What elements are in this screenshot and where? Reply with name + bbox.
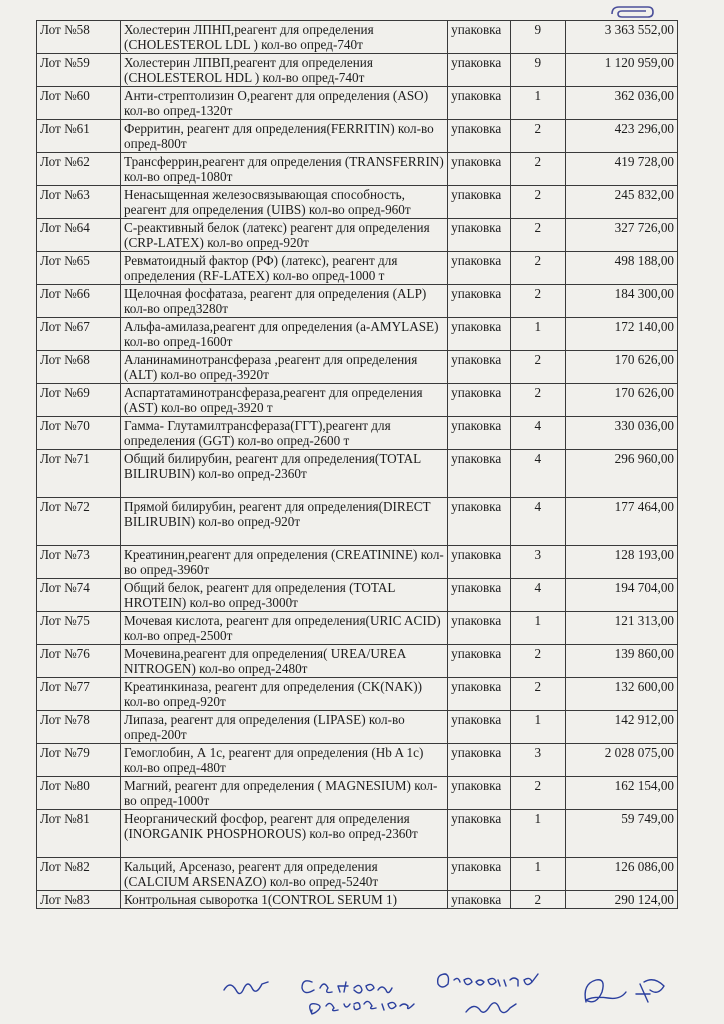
lot-number: Лот №69 xyxy=(37,384,121,417)
price-cell: 423 296,00 xyxy=(565,120,677,153)
table-row xyxy=(37,120,678,153)
lot-number: Лот №63 xyxy=(37,186,121,219)
lot-number: Лот №83 xyxy=(37,891,121,909)
unit-cell: упаковка xyxy=(448,252,511,285)
lot-number: Лот №78 xyxy=(37,711,121,744)
lot-number: Лот №61 xyxy=(37,120,121,153)
lot-number: Лот №73 xyxy=(37,546,121,579)
lot-number: Лот №62 xyxy=(37,153,121,186)
unit-cell: упаковка xyxy=(448,498,511,546)
table-row xyxy=(37,87,678,120)
item-description: Общий билирубин, реагент для определения(TOTAL BILIRUBIN) кол-во опред-2360т xyxy=(121,450,448,498)
item-description: Аспартатаминотрансфераза,реагент для определения (AST) кол-во опред-3920 т xyxy=(121,384,448,417)
price-cell: 132 600,00 xyxy=(565,678,677,711)
lot-number: Лот №79 xyxy=(37,744,121,777)
price-cell: 290 124,00 xyxy=(565,891,677,909)
table-row xyxy=(37,351,678,384)
unit-cell: упаковка xyxy=(448,351,511,384)
price-cell: 184 300,00 xyxy=(565,285,677,318)
item-description: Мочевина,реагент для определения( UREA/UREA NITROGEN) кол-во опред-2480т xyxy=(121,645,448,678)
price-cell: 419 728,00 xyxy=(565,153,677,186)
quantity-cell: 3 xyxy=(510,744,565,777)
quantity-cell: 3 xyxy=(510,546,565,579)
quantity-cell: 4 xyxy=(510,498,565,546)
item-description: С-реактивный белок (латекс) реагент для определения (CRP-LATEX) кол-во опред-920т xyxy=(121,219,448,252)
lot-number: Лот №70 xyxy=(37,417,121,450)
item-description: Аланинаминотрансфераза ,реагент для определения (ALT) кол-во опред-3920т xyxy=(121,351,448,384)
price-cell: 498 188,00 xyxy=(565,252,677,285)
lot-number: Лот №68 xyxy=(37,351,121,384)
price-cell: 330 036,00 xyxy=(565,417,677,450)
lot-number: Лот №58 xyxy=(37,21,121,54)
price-cell: 245 832,00 xyxy=(565,186,677,219)
item-description: Холестерин ЛПВП,реагент для определения (CHOLESTEROL HDL ) кол-во опред-740т xyxy=(121,54,448,87)
table-row xyxy=(37,891,678,909)
table-row xyxy=(37,186,678,219)
price-cell: 327 726,00 xyxy=(565,219,677,252)
price-cell: 177 464,00 xyxy=(565,498,677,546)
table-row xyxy=(37,21,678,54)
price-cell: 59 749,00 xyxy=(565,810,677,858)
quantity-cell: 1 xyxy=(510,711,565,744)
quantity-cell: 2 xyxy=(510,120,565,153)
price-cell: 296 960,00 xyxy=(565,450,677,498)
table-row xyxy=(37,54,678,87)
lot-number: Лот №60 xyxy=(37,87,121,120)
table-row xyxy=(37,612,678,645)
signature-mark xyxy=(585,980,626,1002)
signature-mark xyxy=(224,982,268,994)
price-cell: 142 912,00 xyxy=(565,711,677,744)
quantity-cell: 2 xyxy=(510,891,565,909)
unit-cell: упаковка xyxy=(448,285,511,318)
quantity-cell: 4 xyxy=(510,417,565,450)
price-cell: 128 193,00 xyxy=(565,546,677,579)
item-description: Мочевая кислота, реагент для определения(URIC ACID) кол-во опред-2500т xyxy=(121,612,448,645)
lot-number: Лот №66 xyxy=(37,285,121,318)
item-description: Щелочная фосфатаза, реагент для определения (ALP) кол-во опред3280т xyxy=(121,285,448,318)
table-row xyxy=(37,252,678,285)
unit-cell: упаковка xyxy=(448,612,511,645)
lot-number: Лот №76 xyxy=(37,645,121,678)
lot-number: Лот №72 xyxy=(37,498,121,546)
unit-cell: упаковка xyxy=(448,384,511,417)
item-description: Контрольная сыворотка 1(CONTROL SERUM 1) xyxy=(121,891,448,909)
signature-mark xyxy=(636,980,664,1002)
unit-cell: упаковка xyxy=(448,744,511,777)
table-row xyxy=(37,384,678,417)
table-row xyxy=(37,777,678,810)
unit-cell: упаковка xyxy=(448,87,511,120)
table-row xyxy=(37,579,678,612)
item-description: Гемоглобин, А 1с, реагент для определения (Hb A 1с) кол-во опред-480т xyxy=(121,744,448,777)
item-description: Прямой билирубин, реагент для определения(DIRECT BILIRUBIN) кол-во опред-920т xyxy=(121,498,448,546)
quantity-cell: 2 xyxy=(510,186,565,219)
lot-number: Лот №71 xyxy=(37,450,121,498)
table-row xyxy=(37,645,678,678)
table-row xyxy=(37,678,678,711)
quantity-cell: 2 xyxy=(510,384,565,417)
signature-mark xyxy=(466,1003,516,1013)
signature-mark xyxy=(310,1001,414,1014)
price-cell: 139 860,00 xyxy=(565,645,677,678)
item-description: Магний, реагент для определения ( MAGNESIUM) кол-во опред-1000т xyxy=(121,777,448,810)
lot-number: Лот №74 xyxy=(37,579,121,612)
unit-cell: упаковка xyxy=(448,858,511,891)
item-description: Ревматоидный фактор (РФ) (латекс), реагент для определения (RF-LATEX) кол-во опред-1000 т xyxy=(121,252,448,285)
item-description: Гамма- Глутамилтрансфераза(ГГТ),реагент для определения (GGT) кол-во опред-2600 т xyxy=(121,417,448,450)
table-row xyxy=(37,546,678,579)
item-description: Общий белок, реагент для определения (TOTAL HROTEIN) кол-во опред-3000т xyxy=(121,579,448,612)
price-cell: 126 086,00 xyxy=(565,858,677,891)
item-description: Кальций, Арсеназо, реагент для определения (CALCIUM ARSENAZO) кол-во опред-5240т xyxy=(121,858,448,891)
table-row xyxy=(37,450,678,498)
quantity-cell: 1 xyxy=(510,318,565,351)
price-cell: 2 028 075,00 xyxy=(565,744,677,777)
item-description: Неорганический фосфор, реагент для определения (INORGANIK PHOSPHOROUS) кол-во опред-2360т xyxy=(121,810,448,858)
lot-number: Лот №80 xyxy=(37,777,121,810)
lot-number: Лот №65 xyxy=(37,252,121,285)
item-description: Ферритин, реагент для определения(FERRITIN) кол-во опред-800т xyxy=(121,120,448,153)
quantity-cell: 9 xyxy=(510,21,565,54)
table-row xyxy=(37,810,678,858)
quantity-cell: 1 xyxy=(510,612,565,645)
quantity-cell: 2 xyxy=(510,351,565,384)
quantity-cell: 9 xyxy=(510,54,565,87)
unit-cell: упаковка xyxy=(448,777,511,810)
table-row xyxy=(37,219,678,252)
lot-number: Лот №75 xyxy=(37,612,121,645)
price-cell: 121 313,00 xyxy=(565,612,677,645)
table-row xyxy=(37,744,678,777)
quantity-cell: 2 xyxy=(510,777,565,810)
item-description: Анти-стрептолизин О,реагент для определения (ASO) кол-во опред-1320т xyxy=(121,87,448,120)
unit-cell: упаковка xyxy=(448,645,511,678)
quantity-cell: 2 xyxy=(510,153,565,186)
unit-cell: упаковка xyxy=(448,711,511,744)
unit-cell: упаковка xyxy=(448,219,511,252)
quantity-cell: 2 xyxy=(510,678,565,711)
lot-number: Лот №81 xyxy=(37,810,121,858)
lot-number: Лот №77 xyxy=(37,678,121,711)
item-description: Трансферрин,реагент для определения (TRANSFERRIN) кол-во опред-1080т xyxy=(121,153,448,186)
item-description: Креатинкиназа, реагент для определения (CK(NAK)) кол-во опред-920т xyxy=(121,678,448,711)
unit-cell: упаковка xyxy=(448,318,511,351)
table-row xyxy=(37,285,678,318)
unit-cell: упаковка xyxy=(448,186,511,219)
quantity-cell: 1 xyxy=(510,87,565,120)
lot-number: Лот №64 xyxy=(37,219,121,252)
unit-cell: упаковка xyxy=(448,21,511,54)
quantity-cell: 1 xyxy=(510,858,565,891)
lot-number: Лот №67 xyxy=(37,318,121,351)
unit-cell: упаковка xyxy=(448,450,511,498)
unit-cell: упаковка xyxy=(448,54,511,87)
signature-mark xyxy=(438,974,538,987)
price-cell: 162 154,00 xyxy=(565,777,677,810)
table-row xyxy=(37,711,678,744)
lots-table xyxy=(36,20,678,909)
unit-cell: упаковка xyxy=(448,120,511,153)
price-cell: 194 704,00 xyxy=(565,579,677,612)
price-cell: 172 140,00 xyxy=(565,318,677,351)
price-cell: 170 626,00 xyxy=(565,351,677,384)
table-row xyxy=(37,417,678,450)
lot-number: Лот №59 xyxy=(37,54,121,87)
item-description: Холестерин ЛПНП,реагент для определения (CHOLESTEROL LDL ) кол-во опред-740т xyxy=(121,21,448,54)
price-cell: 1 120 959,00 xyxy=(565,54,677,87)
quantity-cell: 4 xyxy=(510,450,565,498)
quantity-cell: 4 xyxy=(510,579,565,612)
unit-cell: упаковка xyxy=(448,417,511,450)
quantity-cell: 1 xyxy=(510,810,565,858)
price-cell: 362 036,00 xyxy=(565,87,677,120)
unit-cell: упаковка xyxy=(448,678,511,711)
table-row xyxy=(37,318,678,351)
unit-cell: упаковка xyxy=(448,546,511,579)
unit-cell: упаковка xyxy=(448,153,511,186)
table-row xyxy=(37,153,678,186)
quantity-cell: 2 xyxy=(510,645,565,678)
quantity-cell: 2 xyxy=(510,252,565,285)
quantity-cell: 2 xyxy=(510,219,565,252)
price-cell: 3 363 552,00 xyxy=(565,21,677,54)
table-row xyxy=(37,858,678,891)
unit-cell: упаковка xyxy=(448,810,511,858)
quantity-cell: 2 xyxy=(510,285,565,318)
item-description: Альфа-амилаза,реагент для определения (а-AMYLASE) кол-во опред-1600т xyxy=(121,318,448,351)
handwritten-signatures xyxy=(0,960,724,1024)
item-description: Креатинин,реагент для определения (CREATININE) кол-во опред-3960т xyxy=(121,546,448,579)
lot-number: Лот №82 xyxy=(37,858,121,891)
signature-mark xyxy=(302,981,392,993)
item-description: Липаза, реагент для определения (LIPASE) кол-во опред-200т xyxy=(121,711,448,744)
price-cell: 170 626,00 xyxy=(565,384,677,417)
table-row xyxy=(37,498,678,546)
item-description: Ненасыщенная железосвязывающая способность, реагент для определения (UIBS) кол-во опред-960т xyxy=(121,186,448,219)
unit-cell: упаковка xyxy=(448,891,511,909)
unit-cell: упаковка xyxy=(448,579,511,612)
